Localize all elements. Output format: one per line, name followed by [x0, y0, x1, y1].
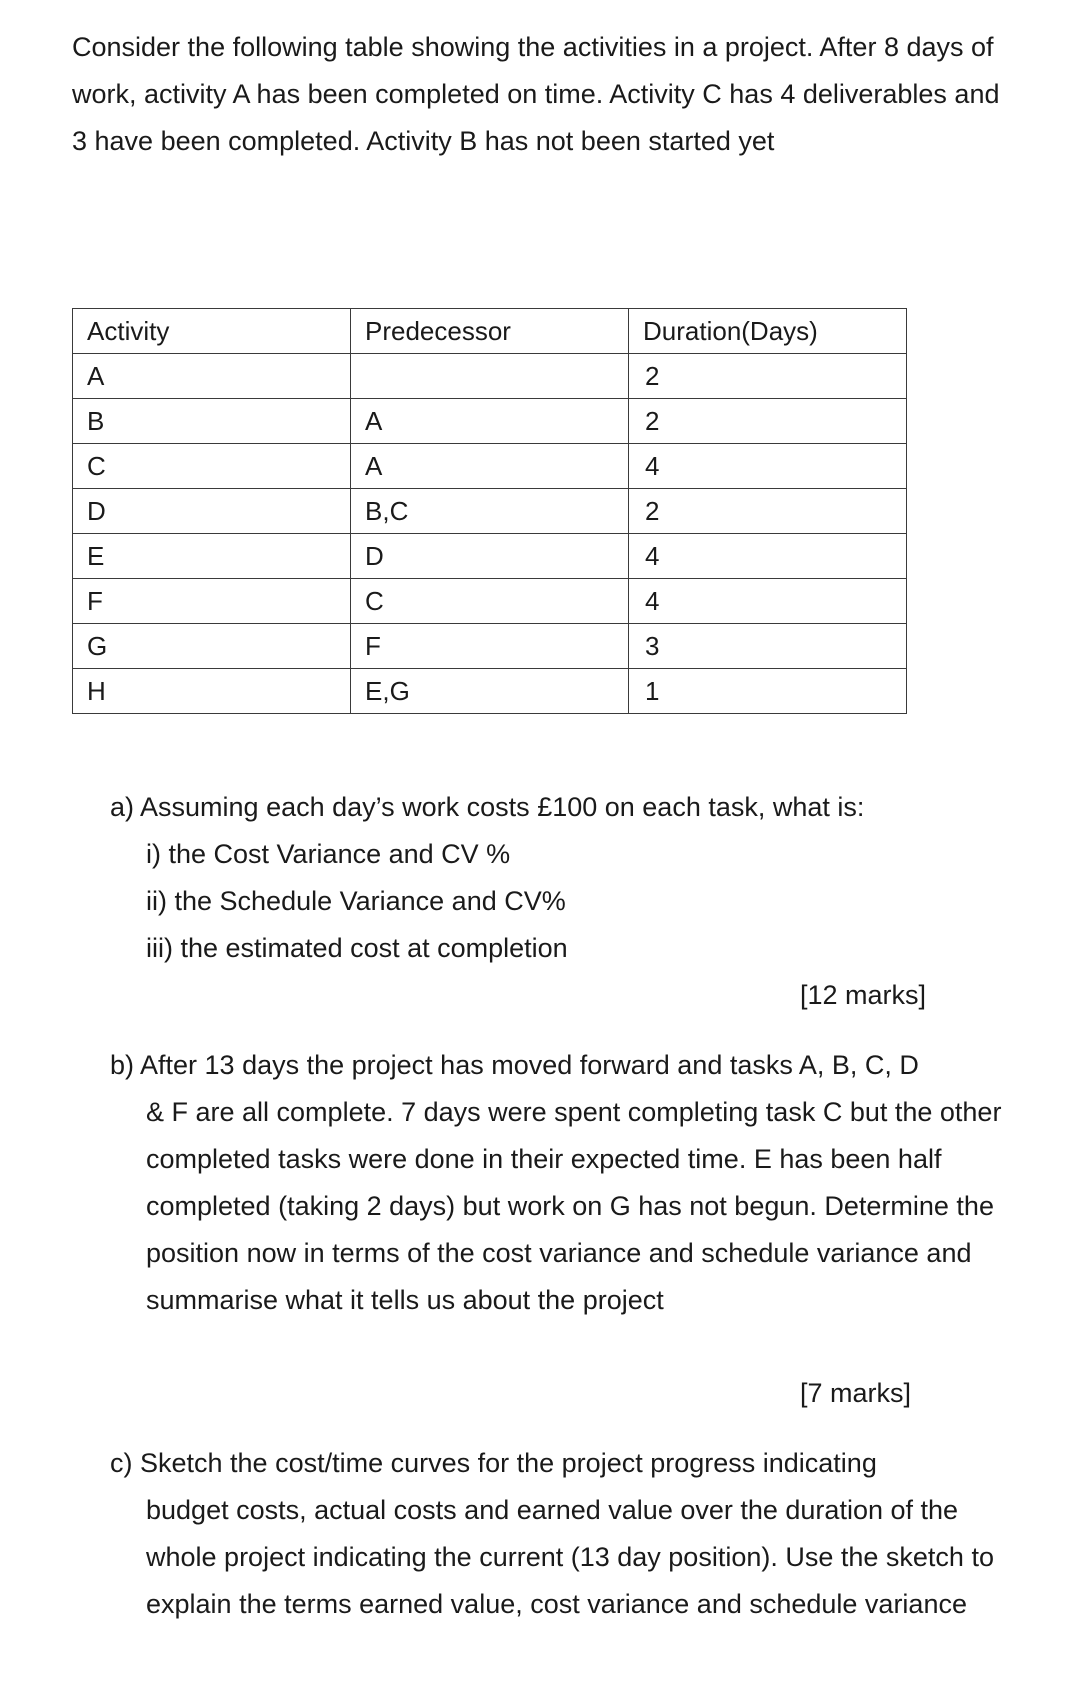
activity-cell: F — [73, 579, 351, 624]
activity-cell: C — [73, 444, 351, 489]
header-activity: Activity — [73, 309, 351, 354]
table-row — [73, 489, 907, 534]
activity-cell: D — [73, 489, 351, 534]
duration-cell: 3 — [629, 624, 907, 669]
predecessor-cell: B,C — [351, 489, 629, 534]
duration-cell: 2 — [629, 489, 907, 534]
question-c-body: budget costs, actual costs and earned value over the duration of the whole project indicating the current (13 day position). Use the sketch to explain the terms earned value, cost variance and schedule variance — [146, 1495, 994, 1619]
question-a-part-iii: iii) the estimated cost at completion — [146, 933, 568, 963]
table-row — [73, 669, 907, 714]
activity-cell: B — [73, 399, 351, 444]
activity-cell: H — [73, 669, 351, 714]
question-b-body: & F are all complete. 7 days were spent completing task C but the other completed tasks were done in their expected time. E has been half completed (taking 2 days) but work on G has not begun. Determine the position now in terms of the cost variance and schedule variance and summarise what it tells us about the project — [146, 1097, 1002, 1315]
header-duration: Duration(Days) — [629, 309, 907, 354]
question-c-first-line: c) Sketch the cost/time curves for the project progress indicating — [110, 1448, 877, 1478]
predecessor-cell: E,G — [351, 669, 629, 714]
table-row — [73, 534, 907, 579]
duration-cell: 4 — [629, 444, 907, 489]
predecessor-cell: A — [351, 399, 629, 444]
table-row — [73, 624, 907, 669]
predecessor-cell: D — [351, 534, 629, 579]
activity-cell: E — [73, 534, 351, 579]
activity-cell: A — [73, 354, 351, 399]
question-a-part-ii: ii) the Schedule Variance and CV% — [146, 886, 566, 916]
predecessor-cell: F — [351, 624, 629, 669]
question-b-first-line: b) After 13 days the project has moved forward and tasks A, B, C, D — [110, 1050, 919, 1080]
duration-cell: 2 — [629, 354, 907, 399]
table-row — [73, 354, 907, 399]
table-header-row — [73, 309, 907, 354]
duration-cell: 4 — [629, 579, 907, 624]
table-row — [73, 579, 907, 624]
predecessor-cell: A — [351, 444, 629, 489]
predecessor-cell: C — [351, 579, 629, 624]
question-a-part-i: i) the Cost Variance and CV % — [146, 839, 511, 869]
duration-cell: 1 — [629, 669, 907, 714]
duration-cell: 2 — [629, 399, 907, 444]
table-row — [73, 444, 907, 489]
header-predecessor: Predecessor — [351, 309, 629, 354]
duration-cell: 4 — [629, 534, 907, 579]
activity-table — [72, 308, 907, 714]
activity-cell: G — [73, 624, 351, 669]
intro-paragraph: Consider the following table showing the activities in a project. After 8 days of work, activity A has been completed on time. Activity C has 4 deliverables and 3 have been completed. Activity B has not been started yet — [72, 32, 1000, 156]
table-row — [73, 399, 907, 444]
question-a-marks: [12 marks] — [800, 980, 927, 1010]
question-a-stem: a) Assuming each day’s work costs £100 on each task, what is: — [110, 792, 865, 822]
predecessor-cell — [351, 354, 629, 399]
question-b-marks: [7 marks] — [800, 1378, 912, 1408]
